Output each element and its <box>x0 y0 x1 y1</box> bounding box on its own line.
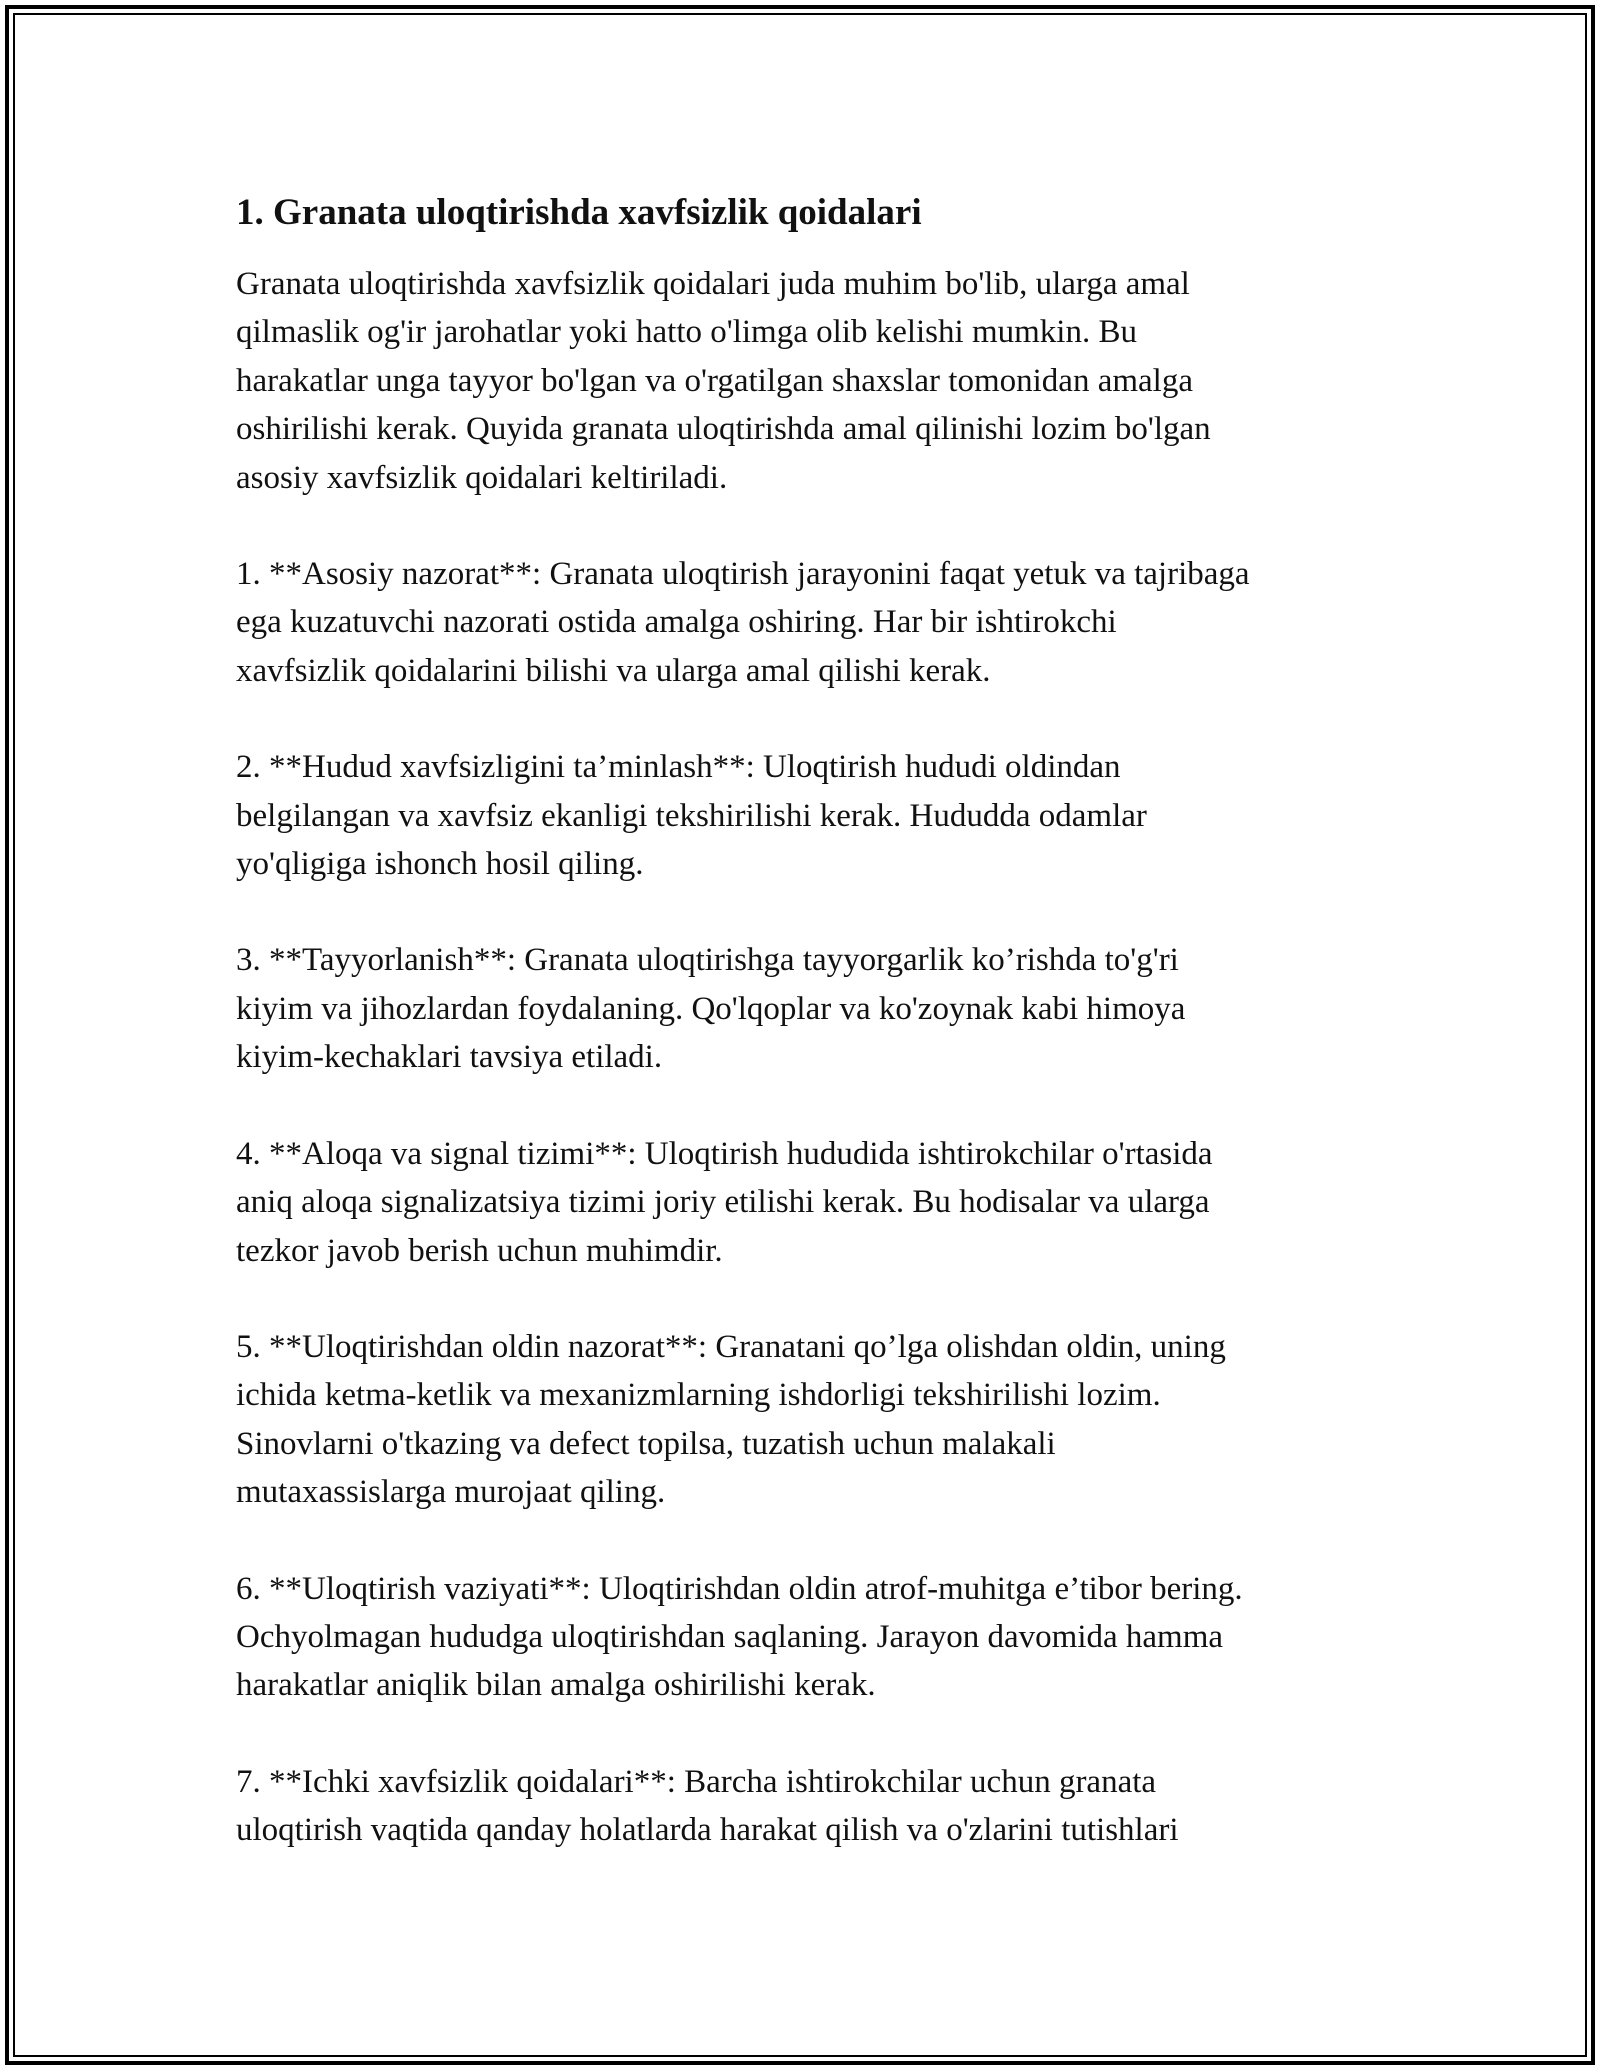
rule-item-7: 7. **Ichki xavfsizlik qoidalari**: Barcha ishtirokchilar uchun granata uloqtirish vaqtida qanday holatlarda harakat qilish va o'zlarini tutishlari <box>236 1763 1179 1849</box>
rule-item-1: 1. **Asosiy nazorat**: Granata uloqtirish jarayonini faqat yetuk va tajribaga ega kuzatuvchi nazorati ostida amalga oshiring. Har bir ishtirokchi xavfsizlik qoidalarini bilishi va ularga amal qilishi kerak. <box>236 556 1250 689</box>
document-title: 1. Granata uloqtirishda xavfsizlik qoidalari <box>236 192 922 233</box>
rule-item-3: 3. **Tayyorlanish**: Granata uloqtirishga tayyorgarlik ko’rishda to'g'ri kiyim va jihozlardan foydalaning. Qo'lqoplar va ko'zoynak kabi himoya kiyim-kechaklari tavsiya etiladi. <box>236 942 1186 1076</box>
rule-item-6: 6. **Uloqtirish vaziyati**: Uloqtirishdan oldin atrof-muhitga e’tibor bering. Ochyolmagan hududga uloqtirishdan saqlaning. Jarayon davomida hamma harakatlar aniqlik bilan amalga oshirilishi kerak. <box>236 1570 1243 1704</box>
rule-item-2: 2. **Hudud xavfsizligini ta’minlash**: Uloqtirish hududi oldindan belgilangan va xavfsiz ekanligi tekshirilishi kerak. Hududda odamlar yo'qligiga ishonch hosil qiling. <box>236 749 1147 883</box>
rule-item-4: 4. **Aloqa va signal tizimi**: Uloqtirish hududida ishtirokchilar o'rtasida aniq aloqa signalizatsiya tizimi joriy etilishi kerak. Bu hodisalar va ularga tezkor javob berish uchun muhimdir. <box>236 1135 1213 1269</box>
intro-paragraph: Granata uloqtirishda xavfsizlik qoidalari juda muhim bo'lib, ularga amal qilmaslik og'ir jarohatlar yoki hatto o'limga olib kelishi mumkin. Bu harakatlar unga tayyor bo'lgan va o'rgatilgan shaxslar tomonidan amalga oshirilishi kerak. Quyida granata uloqtirishda amal qilinishi lozim bo'lgan asosiy xavfsizlik qoidalari keltiriladi. <box>236 266 1211 496</box>
document-body <box>236 186 1366 1855</box>
rule-item-5: 5. **Uloqtirishdan oldin nazorat**: Granatani qo’lga olishdan oldin, uning ichida ketma-ketlik va mexanizmlarning ishdorligi tekshirilishi lozim. Sinovlarni o'tkazing va defect topilsa, tuzatish uchun malakali mutaxassislarga murojaat qiling. <box>236 1328 1226 1511</box>
